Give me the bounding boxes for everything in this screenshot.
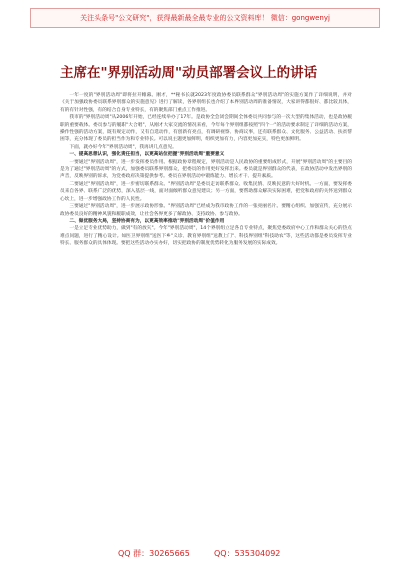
paragraph: 三要通过"界别活动周"，进一步展示政协形象。"界别活动周"已经成为我市政协工作的一张亮丽名片。要精心组织、加强宣传，充分展示政协委员良好的精神风貌和履职成效，让社会各界更多了解政协、支持政协、参与政协。 [60,204,352,217]
qq-number: QQ：535304092 [214,549,281,558]
document-title: 主席在"界别活动周"动员部署会议上的讲话 [60,65,318,81]
promo-banner: 关注头条号"公文研究"，获得最新最全最专业的公文资料库！ 微信：gongwenyj [30,8,380,28]
paragraph: 我市的"界别活动周"从2006年开始，已经连续举办了17年。是政协全会闭会期间全体委员共同参与的一次大型的集体活动，也是政协履职的重要载体。委员参与的履职"大合唱"，从刚才大家交流的情况来看，今年每个界别组都按照"四个一"的活动要求制定了详细的活动方案，操作性强的活动方案，既有规定动作，又有自选动作，有创新有亮点，有调研视察、协商议事，还有联系群众、文化服务、公益活动、扶贫帮困等，充分体现了委员的担当作为和专业特长。可以说主题更加鲜明，组织更加有力，内容更加充实，特色更加鲜明。 [60,115,352,143]
paragraph: 下面，就办好今年"界别活动周"，我再讲几点意见。 [69,144,177,150]
section-heading: 一、提高思想认识，强化责任担当，以更高站位把握"界别活动周"重要意义 [69,152,225,158]
qq-group-number: QQ 群：30265665 [118,549,190,558]
section-heading: 二、做优服务大局，坚持协商有为，以更高效率推动"界别活动周"价值作用 [69,218,225,224]
document-body [60,92,352,532]
paragraph: 一年一度的"界别活动周"即将拉开帷幕。刚才，**秘书长就2023年度政协委员联系群众"界别活动周"的实施方案作了详细说明，并对《关于加强政协委员联系界别群众的实施意见》进行了解读，各界别组长也介绍了本界别活动周的准备情况，大家讲得都很好、都比较具体，有的有针对性强，有的结合自身专业特长，有的聚焦部门重点工作推进。 [60,93,352,113]
paragraph: 一是立足专业优势助力，做到"有的放矢"。今年"界别活动周"，14个界别组立足各自专业特点，聚焦党委政府中心工作和群众关心的热点难点问题，进行了精心设计。如医卫界别组"送医下乡"义诊、教育界别组"送教上门"、科技界别组"科技助农"等，这些活动都是委员发挥专业特长、服务群众的具体体现。要把这些活动办实办好，切实把政协的制度优势转化为服务发展的实际成效。 [60,226,352,247]
paragraph: 一要通过"界别活动周"，进一步发挥委员作用。根据政协章程规定，界别活动是人民政协的重要组成形式，开展"界别活动周"的主要目的是为了通过"界别活动周"的方式，加强委员联系界别群众，把委员的作用更好发挥出来。委员就是界别群众的代表，在政协活动中发出界别的声音，反映界别的诉求，为党委政府决策提供参考。委员在界别活动中锻炼能力、增长才干、提升素质。 [60,159,352,180]
contact-footer [0,546,408,562]
paragraph: 二要通过"界别活动周"，进一步密切联系群众。"界别活动周"是委员走访联系群众、收集民情、反映民意的大好时机。一方面，要发挥委员来自各界、联系广泛的优势，深入基层一线，面对面倾听群众意见建议；另一方面，要帮助群众解决实际困难，把党和政府的关怀送到群众心坎上，进一步增强政协工作的人民性。 [60,181,352,202]
